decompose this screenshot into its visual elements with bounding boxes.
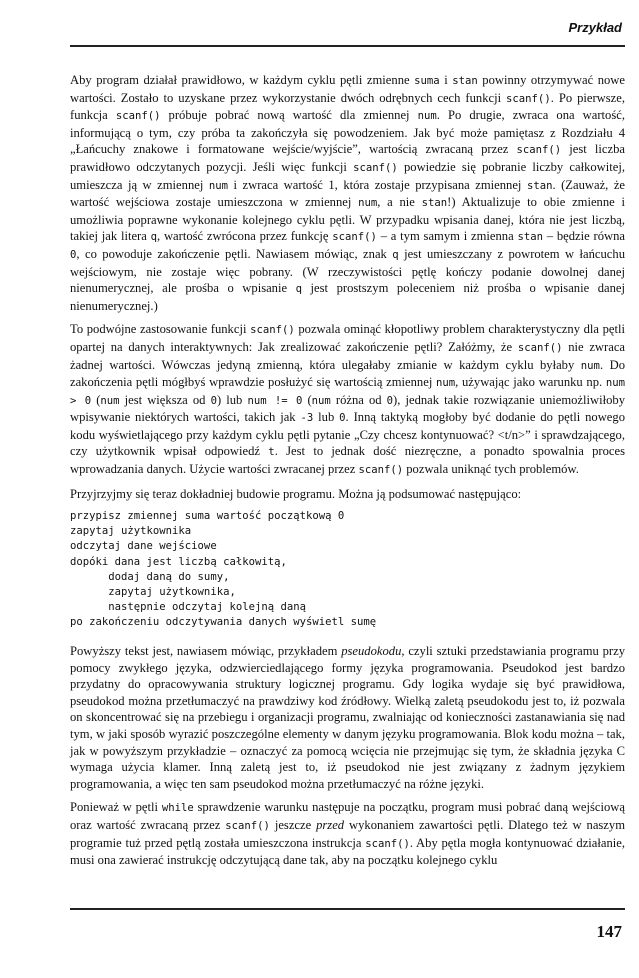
paragraph-3: Przyjrzyjmy się teraz dokładniej budowie programu. Można ją podsumować następująco: [70,486,522,501]
code-line: dopóki dana jest liczbą całkowitą, [70,555,287,568]
pseudocode-block [70,509,625,630]
code-line: dodaj daną do sumy, [70,570,230,583]
paragraph-5: Ponieważ w pętli while sprawdzenie warunku następuje na początku, program musi pobrać daną wejściową oraz wartość zwracaną przez scanf() jeszcze przed wykonaniem zawartości pętli. Dlatego też w naszym programie tuż przed pętlą została umieszczona instrukcja scanf(). Aby pętla mogła kontynuować działanie, musi ona zawierać instrukcję odczytującą dane tak, aby na początku kolejnego cyklu [70,800,625,868]
running-head: Przykład [568,20,622,35]
code-line: przypisz zmiennej suma wartość początkową 0 [70,510,345,523]
paragraph-4: Powyższy tekst jest, nawiasem mówiąc, przykładem pseudokodu, czyli sztuki przedstawiania programu przy pomocy zwykłego języka, odzwierciedlającego formy języka programowania. Pseudokod jest bardzo przydatny do opracowywania struktury logicznej programu. Gdy logika wydaje się być prawidłowa, pseudokod można przetłumaczyć na prawdziwy kod źródłowy. Wielką zaletą pseudokodu jest to, iż pozwala on skoncentrować się na przebiegu i organizacji programu, zwalniając od konieczności zastanawiania się nad tym, w jaki sposób wyrazić poszczególne elementy w danym języku programowania. Blok kodu można – tak, jak w powyższym przykładzie – oznaczyć za pomocą wcięcia nie przejmując się tym, że składnia języka C wymaga użycia klamer. Inną zaletą jest to, iż pseudokod nie jest związany z żadnym językiem programowania, a więc ten sam pseudokod można przetłumaczyć na różne języki. [70,644,626,791]
paragraph-1: Aby program działał prawidłowo, w każdym cyklu pętli zmienne suma i stan powinny otrzymywać nowe wartości. Zostało to uzyskane przez wykorzystanie dwóch odrębnych cech funkcji scanf(). Po pierwsze, funkcja scanf() próbuje pobrać nową wartość dla zmiennej num. Po drugie, zwraca ona wartość, informującą o tym, czy próba ta zakończyła się powodzeniem. Jak być może pamiętasz z Rozdziału 4 „Łańcuchy znakowe i formatowane wejście/wyjście”, wartością zwracaną przez scanf() jest liczba prawidłowo odczytanych pozycji. Jeśli więc funkcji scanf() powiedzie się pobranie liczby całkowitej, umieszcza ją w zmiennej num i zwraca wartość 1, która zostaje przypisana zmiennej stan. (Zauważ, że wartość wejściowa zostaje umieszczona w zmiennej num, a nie stan!) Aktualizuje to obie zmienne i umożliwia poprawne wykonanie kolejnego cyklu pętli. W przypadku wpisania danej, która nie jest liczbą, takiej jak litera q, wartość zwrócona przez funkcję scanf() – a tym samym i zmienna stan – będzie równa 0, co powoduje zakończenie pętli. Nawiasem mówiąc, znak q jest umieszczany z powrotem w łańcuchu wejściowym, nie zostaje więc pobrany. (W rzeczywistości pętlę kończy podanie dowolnej danej nienumerycznej, ale prośba o wpisanie q jest prostszym poleceniem niż prośba o wpisanie danej nienumerycznej.) [70,73,626,313]
bottom-rule [70,908,625,910]
page-number: 147 [596,922,622,941]
top-rule [70,45,625,47]
code-line: odczytaj dane wejściowe [70,540,217,553]
code-line: zapytaj użytkownika [70,525,192,538]
code-line: następnie odczytaj kolejną daną [70,600,306,613]
code-line: zapytaj użytkownika, [70,585,236,598]
code-line: po zakończeniu odczytywania danych wyświetl sumę [70,615,377,628]
paragraph-2: To podwójne zastosowanie funkcji scanf() pozwala ominąć kłopotliwy problem charakterystyczny dla pętli opartej na danych interaktywnych: Jak zrealizować zakończenie pętli? Załóżmy, że scanf() nie zwraca żadnej wartości. Wówczas jedyną zmienną, która ulegałaby zmianie w każdym cyklu byłaby num. Do zakończenia pętli mógłbyś wprawdzie posłużyć się wartością zmiennej num, używając jako warunku np. num > 0 (num jest większa od 0) lub num != 0 (num różna od 0), jednak takie rozwiązanie uniemożliwiłoby wpisywanie niektórych wartości, takich jak -3 lub 0. Inną taktyką mogłoby być dodanie do pętli nowego kodu wyświetlającego przy każdym cyklu pętli pytanie „Czy chcesz kontynuować? <t/n>” i sprawdzającego, czy użytkownik wpisał odpowiedź t. Jest to jednak dość niezręczne, a ponadto spowalnia proces wprowadzania danych. Użycie wartości zwracanej przez scanf() pozwala uniknąć tych problemów. [70,322,625,477]
page-body [70,72,625,876]
